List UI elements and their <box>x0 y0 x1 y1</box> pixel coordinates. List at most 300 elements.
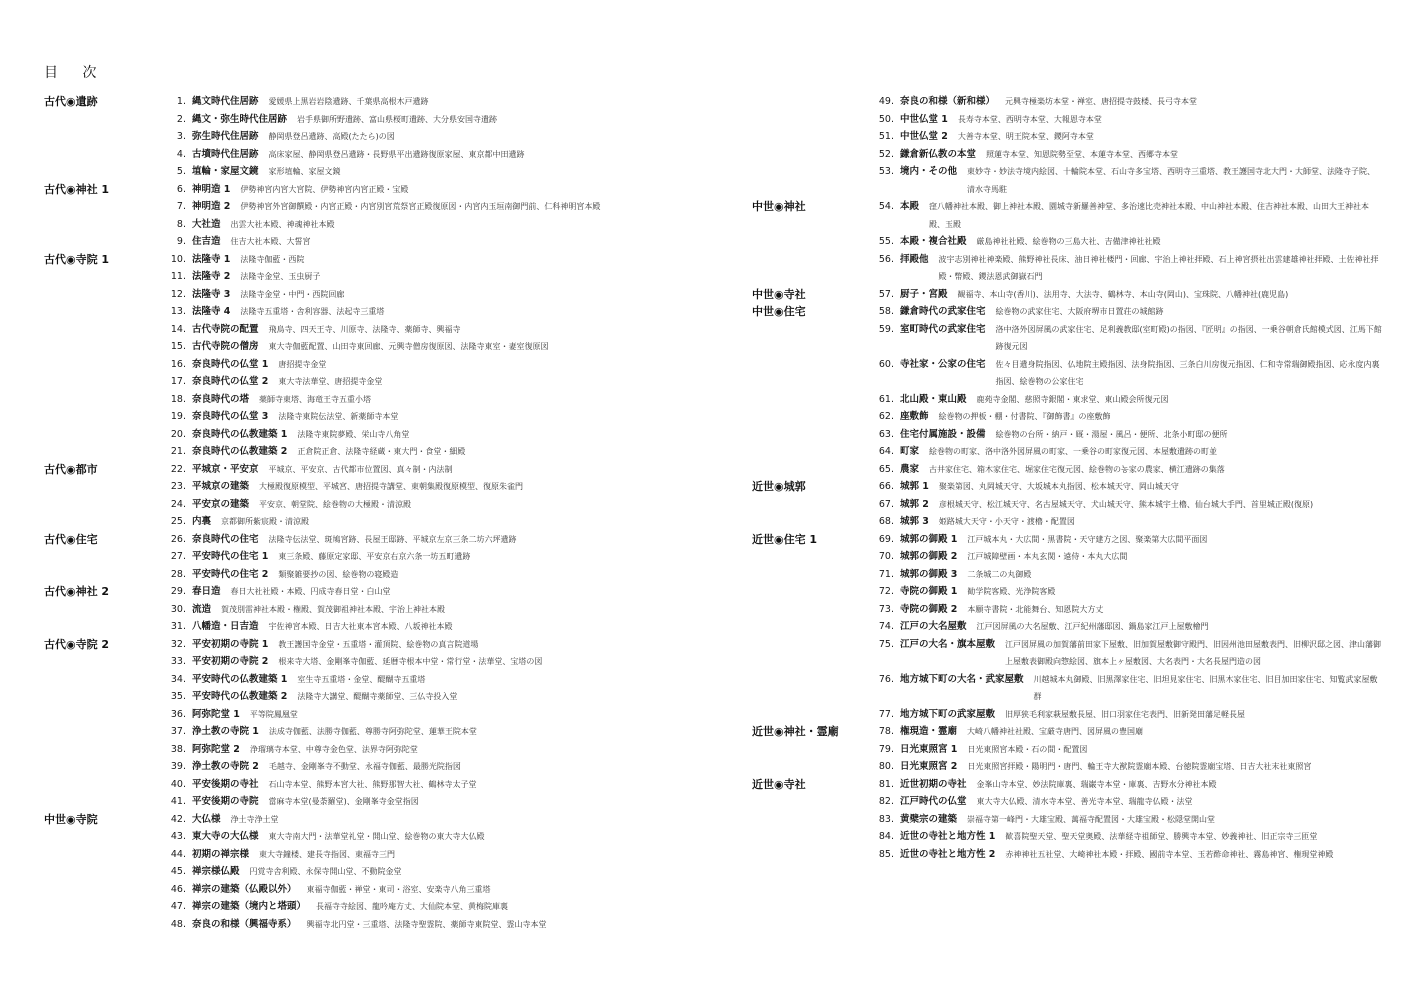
entry-title: 古代寺院の僧房 <box>192 341 259 352</box>
toc-entry <box>44 303 684 321</box>
entry-title: 平安初期の寺院 1 <box>192 638 269 650</box>
entry-description: 窪八幡神社本殿、御上神社本殿、園城寺新羅善神堂、多治速比売神社本殿、中山神社本殿、住吉神社本殿、山田大王神社本殿、玉殿 <box>929 202 1370 229</box>
section-heading: 中世◉住宅 <box>752 305 806 318</box>
entry-title: 初期の禅宗様 <box>192 848 250 860</box>
entry-title: 城郭 1 <box>900 481 929 492</box>
entry-number: 14. <box>170 323 186 335</box>
entry-description: 江戸城本丸・大広間・黒書院・天守建方之図、聚楽第大広間平面図 <box>967 534 1208 544</box>
entry-description: 住吉大社本殿、大誓宮 <box>230 237 311 246</box>
entry-number: 71. <box>878 568 894 580</box>
toc-entry <box>44 233 684 251</box>
entry-description: 絵巻物の町家、洛中洛外図屏風の町家、一乗谷の町家復元図、本屋敷遺跡の町並 <box>929 447 1218 456</box>
section-heading: 古代◉神社 2 <box>44 585 110 598</box>
entry-description: 唐招提寺金堂 <box>278 359 327 369</box>
entry-description: 東妙寺・妙法寺境内絵図、十輪院本堂、石山寺多宝塔、西明寺三重塔、教王護国寺北大門・大師堂、法隆寺子院、清水寺馬駐 <box>967 167 1376 194</box>
entry-description: 大極殿復原模型、平城宮、唐招提寺講堂、東朝集殿復原模型、復原朱雀門 <box>259 482 524 491</box>
entry-title: 江戸時代の仏堂 <box>900 796 967 807</box>
toc-entry <box>44 93 684 111</box>
toc-entry <box>44 146 684 164</box>
entry-title: 住吉造 <box>192 236 221 247</box>
toc-entry <box>752 356 1382 391</box>
toc-entry <box>44 251 684 269</box>
entry-description: 大善寺本堂、明王院本堂、鑁阿寺本堂 <box>957 132 1094 141</box>
entry-number: 31. <box>170 621 186 632</box>
toc-entry <box>44 636 684 654</box>
toc-entry <box>752 548 1382 566</box>
entry-title: 城郭の御殿 3 <box>900 568 958 580</box>
entry-title: 拝殿他 <box>900 253 929 265</box>
entry-number: 39. <box>170 761 186 772</box>
toc-entry <box>752 478 1382 496</box>
entry-description: 當麻寺本堂(曼荼羅堂)、金剛峯寺金堂指図 <box>268 797 419 806</box>
entry-title: 法隆寺 1 <box>192 253 231 265</box>
toc-entry <box>44 478 684 496</box>
section-heading: 中世◉寺院 <box>44 812 98 826</box>
entry-title: 阿弥陀堂 1 <box>192 708 240 720</box>
entry-description: 平等院鳳凰堂 <box>249 709 298 719</box>
entry-description: 東大寺大仏殿、清水寺本堂、善光寺本堂、瑞龍寺仏殿・法堂 <box>976 797 1193 806</box>
entry-number: 84. <box>878 831 894 842</box>
entry-number: 65. <box>878 463 894 475</box>
entry-description: 静岡県登呂遺跡、高殿(たたら)の図 <box>268 132 395 141</box>
entry-number: 42. <box>170 813 186 825</box>
entry-number: 8. <box>176 218 186 230</box>
toc-entry <box>752 583 1382 601</box>
entry-title: 禅宗様仏殿 <box>192 866 240 877</box>
entry-description: 長寿寺本堂、西明寺本堂、大報恩寺本堂 <box>957 114 1102 124</box>
entry-description: 法隆寺東院夢殿、栄山寺八角堂 <box>297 429 410 439</box>
toc-entry <box>752 303 1382 321</box>
entry-description: 観福寺、本山寺(香川)、法用寺、大法寺、鶴林寺、本山寺(岡山)、宝珠院、八幡神社(鹿児島) <box>957 289 1289 299</box>
entry-title: 厨子・宮殿 <box>900 288 948 300</box>
entry-number: 75. <box>878 638 894 650</box>
entry-number: 63. <box>878 428 894 440</box>
entry-title: 奈良の和様（新和様） <box>900 96 996 107</box>
toc-entry <box>752 286 1382 304</box>
entry-description: 洛中洛外図屏風の武家住宅、足利義教邸(室町殿)の指図、『匠明』の指図、一乗谷朝倉氏館模式図、江馬下館跡復元図 <box>995 324 1382 351</box>
entry-title: 流造 <box>192 603 212 615</box>
toc-entry <box>44 881 684 899</box>
entry-title: 奈良時代の仏堂 2 <box>192 376 269 387</box>
entry-number: 11. <box>170 271 186 282</box>
toc-entry <box>752 776 1382 794</box>
toc-entry <box>44 391 684 409</box>
entry-number: 48. <box>170 918 186 930</box>
entry-description: 正倉院正倉、法隆寺経蔵・東大門・食堂・細殿 <box>297 447 466 456</box>
entry-title: 神明造 1 <box>192 183 231 195</box>
entry-number: 82. <box>878 796 894 807</box>
section-heading: 近世◉寺社 <box>752 777 806 791</box>
entry-title: 室町時代の武家住宅 <box>900 323 986 335</box>
entry-title: 本殿 <box>900 201 920 212</box>
entry-description: 東大寺法華堂、唐招提寺金堂 <box>278 377 383 386</box>
entry-title: 日光東照宮 2 <box>900 761 958 772</box>
entry-description: 絵巻物の台所・納戸・厩・湯屋・風呂・便所、北条小町邸の便所 <box>995 429 1228 439</box>
entry-description: 法成寺伽藍、法勝寺伽藍、尊勝寺阿弥陀堂、蓮華王院本堂 <box>268 727 477 736</box>
toc-entry <box>752 93 1382 111</box>
entry-number: 28. <box>170 568 186 580</box>
entry-number: 15. <box>170 341 186 352</box>
entry-number: 59. <box>878 323 894 335</box>
entry-number: 32. <box>170 638 186 650</box>
entry-description: 法隆寺金堂・中門・西院回廊 <box>240 289 345 299</box>
toc-entry <box>44 828 684 846</box>
entry-title: 奈良時代の仏堂 3 <box>192 411 269 422</box>
entry-title: 座敷飾 <box>900 411 929 422</box>
toc-entry <box>44 793 684 811</box>
entry-title: 近世初期の寺社 <box>900 778 967 790</box>
entry-description: 京都御所紫宸殿・清涼殿 <box>221 517 310 526</box>
entry-number: 12. <box>170 288 186 300</box>
entry-number: 2. <box>176 113 186 125</box>
section-heading: 古代◉神社 1 <box>44 182 110 196</box>
entry-number: 1. <box>176 96 186 107</box>
toc-entry <box>44 268 684 286</box>
toc-entry <box>44 846 684 864</box>
toc-entry <box>752 758 1382 776</box>
toc-entry <box>44 513 684 531</box>
entry-number: 47. <box>170 901 186 912</box>
entry-title: 城郭の御殿 1 <box>900 533 958 545</box>
entry-title: 境内・その他 <box>900 166 958 177</box>
entry-number: 9. <box>176 236 186 247</box>
entry-description: 飛鳥寺、四天王寺、川原寺、法隆寺、薬師寺、興福寺 <box>268 324 461 334</box>
entry-number: 21. <box>170 446 186 457</box>
entry-description: 聚楽第図、丸岡城天守、大坂城本丸指図、松本城天守、岡山城天守 <box>938 482 1179 491</box>
entry-description: 彦根城天守、松江城天守、名古屋城天守、犬山城天守、熊本城宇土櫓、仙台城大手門、首里城正殿(復原) <box>938 499 1314 509</box>
entry-number: 69. <box>878 533 894 545</box>
entry-number: 61. <box>878 393 894 405</box>
toc-entry <box>752 671 1382 706</box>
toc-entry <box>752 461 1382 479</box>
entry-description: 赤神神社五社堂、大崎神社本殿・拝殿、國前寺本堂、玉若酢命神社、霧島神宮、権現堂神殿 <box>1005 849 1334 859</box>
entry-title: 町家 <box>900 446 920 457</box>
toc-entry <box>752 443 1382 461</box>
entry-title: 江戸の大名屋敷 <box>900 621 967 632</box>
entry-title: 平安後期の寺社 <box>192 778 259 790</box>
entry-title: 浄土教の寺院 1 <box>192 726 259 737</box>
entry-title: 大仏様 <box>192 813 221 825</box>
entry-title: 農家 <box>900 463 920 475</box>
entry-description: 東大寺南大門・法華堂礼堂・開山堂、絵巻物の東大寺大仏殿 <box>268 832 485 841</box>
toc-entry <box>44 198 684 216</box>
entry-description: 照蓮寺本堂、知恩院勢至堂、本蓮寺本堂、西郷寺本堂 <box>986 149 1179 159</box>
entry-number: 7. <box>176 201 186 212</box>
section-heading: 近世◉城郭 <box>752 480 806 493</box>
toc-entry <box>44 898 684 916</box>
toc-entry <box>44 916 684 934</box>
entry-number: 66. <box>878 481 894 492</box>
toc-entry <box>752 706 1382 724</box>
entry-description: 勧学院客殿、光浄院客殿 <box>967 587 1056 596</box>
entry-title: 寺院の御殿 1 <box>900 586 958 597</box>
entry-number: 18. <box>170 393 186 405</box>
entry-number: 51. <box>878 131 894 142</box>
entry-title: 権現造・霊廟 <box>900 726 958 737</box>
entry-description: 伊勢神宮内宮大宮院、伊勢神宮内宮正殿・宝殿 <box>240 184 409 194</box>
entry-number: 20. <box>170 428 186 440</box>
entry-number: 35. <box>170 691 186 702</box>
toc-entry <box>752 233 1382 251</box>
toc-entry <box>44 356 684 374</box>
entry-number: 52. <box>878 148 894 160</box>
entry-number: 29. <box>170 586 186 597</box>
entry-title: 日光東照宮 1 <box>900 743 958 755</box>
entry-description: 浄土寺浄土堂 <box>230 814 279 824</box>
entry-title: 法隆寺 3 <box>192 288 231 300</box>
entry-description: 二条城二の丸御殿 <box>967 569 1032 579</box>
toc-entry <box>44 531 684 549</box>
toc-entry <box>752 566 1382 584</box>
entry-number: 83. <box>878 813 894 825</box>
entry-description: 伊勢神宮外宮御饌殿・内宮正殿・内宮別宮荒祭宮正殿復原図・内宮内玉垣南御門前、仁科神明宮本殿 <box>240 202 601 211</box>
entry-number: 67. <box>878 498 894 510</box>
entry-number: 64. <box>878 446 894 457</box>
entry-description: 薬師寺東塔、海竜王寺五重小塔 <box>259 394 372 404</box>
toc-entry <box>752 426 1382 444</box>
toc-entry <box>44 671 684 689</box>
entry-title: 奈良時代の仏堂 1 <box>192 358 269 370</box>
entry-number: 33. <box>170 656 186 667</box>
toc-entry <box>44 688 684 706</box>
entry-number: 77. <box>878 708 894 720</box>
toc-entry <box>752 513 1382 531</box>
section-heading: 近世◉神社・霊廟 <box>752 725 839 738</box>
entry-description: 日光東照宮本殿・石の間・配置図 <box>967 744 1088 754</box>
entry-title: 城郭 2 <box>900 498 929 510</box>
entry-number: 57. <box>878 288 894 300</box>
toc-entry <box>752 618 1382 636</box>
entry-description: 根来寺大塔、金剛峯寺伽藍、延暦寺根本中堂・常行堂・法華堂、宝塔の図 <box>278 657 543 666</box>
entry-title: 埴輪・家屋文鏡 <box>192 166 259 177</box>
entry-number: 36. <box>170 708 186 720</box>
entry-description: 江戸図屏風の大名屋敷、江戸紀州藩邸図、鍋島家江戸上屋敷檜門 <box>976 622 1209 631</box>
toc-entry <box>44 583 684 601</box>
entry-title: 奈良時代の塔 <box>192 393 250 405</box>
entry-title: 奈良時代の仏教建築 2 <box>192 446 288 457</box>
entry-number: 62. <box>878 411 894 422</box>
toc-entry <box>752 811 1382 829</box>
entry-number: 80. <box>878 761 894 772</box>
entry-number: 74. <box>878 621 894 632</box>
entry-title: 弥生時代住居跡 <box>192 131 259 142</box>
toc-entry <box>44 163 684 181</box>
toc-entry <box>752 828 1382 846</box>
entry-title: 平安時代の住宅 2 <box>192 568 269 580</box>
entry-title: 近世の寺社と地方性 1 <box>900 831 996 842</box>
toc-entry <box>44 863 684 881</box>
entry-number: 81. <box>878 778 894 790</box>
entry-title: 法隆寺 2 <box>192 271 231 282</box>
entry-description: 宇佐神宮本殿、日吉大社東本宮本殿、八坂神社本殿 <box>268 622 453 631</box>
entry-description: 絵巻物の押板・棚・付書院、『御飾書』の座敷飾 <box>938 412 1111 421</box>
entry-title: 縄文時代住居跡 <box>192 96 259 107</box>
entry-number: 22. <box>170 463 186 475</box>
entry-number: 17. <box>170 376 186 387</box>
toc-entry <box>752 391 1382 409</box>
entry-number: 76. <box>878 673 894 685</box>
entry-description: 東大寺伽藍配置、山田寺東回廊、元興寺僧房復原図、法隆寺東室・妻室復原図 <box>268 342 549 351</box>
entry-title: 縄文・弥生時代住居跡 <box>192 113 288 125</box>
toc-entry <box>752 741 1382 759</box>
toc-entry <box>44 181 684 199</box>
entry-title: 寺院の御殿 2 <box>900 603 958 615</box>
entry-number: 70. <box>878 551 894 562</box>
entry-number: 68. <box>878 516 894 527</box>
toc-entry <box>752 128 1382 146</box>
entry-number: 37. <box>170 726 186 737</box>
entry-title: 鎌倉新仏教の本堂 <box>900 148 977 160</box>
toc-entry <box>752 846 1382 864</box>
entry-number: 54. <box>878 201 894 212</box>
section-heading: 古代◉都市 <box>44 462 98 476</box>
entry-title: 城郭の御殿 2 <box>900 551 958 562</box>
toc-entry <box>44 321 684 339</box>
entry-description: 崇福寺第一峰門・大雄宝殿、萬福寺配置図・大雄宝殿・松隠堂開山堂 <box>967 814 1216 824</box>
entry-title: 城郭 3 <box>900 516 929 527</box>
entry-title: 阿弥陀堂 2 <box>192 743 240 755</box>
entry-title: 奈良時代の住宅 <box>192 533 259 545</box>
entry-number: 5. <box>176 166 186 177</box>
entry-title: 神明造 2 <box>192 201 231 212</box>
entry-title: 中世仏堂 1 <box>900 113 948 125</box>
entry-title: 古墳時代住居跡 <box>192 148 259 160</box>
entry-number: 50. <box>878 113 894 125</box>
entry-number: 27. <box>170 551 186 562</box>
entry-title: 本殿・複合社殿 <box>900 236 967 247</box>
entry-description: 法隆寺五重塔・舎利容器、法起寺三重塔 <box>240 307 385 316</box>
toc-entry <box>752 251 1382 286</box>
entry-title: 春日造 <box>192 586 221 597</box>
toc-entry <box>44 566 684 584</box>
entry-title: 地方城下町の武家屋敷 <box>900 708 996 720</box>
entry-description: 毛越寺、金剛峯寺不動堂、永福寺伽藍、最勝光院指図 <box>268 762 461 771</box>
toc-entry <box>752 146 1382 164</box>
toc-entry <box>44 216 684 234</box>
entry-number: 4. <box>176 148 186 160</box>
entry-description: 春日大社社殿・本殿、円成寺春日堂・白山堂 <box>230 587 391 596</box>
entry-number: 23. <box>170 481 186 492</box>
entry-title: 平安時代の仏教建築 2 <box>192 691 288 702</box>
entry-description: 法隆寺大講堂、醍醐寺薬師堂、三仏寺投入堂 <box>297 692 458 701</box>
entry-title: 住宅付属施設・設備 <box>900 428 986 440</box>
section-heading: 中世◉寺社 <box>752 287 806 301</box>
toc-entry <box>44 548 684 566</box>
toc-entry <box>752 111 1382 129</box>
entry-description: 法隆寺東院伝法堂、新薬師寺本堂 <box>278 412 399 421</box>
entry-description: 鹿苑寺金閣、慈照寺銀閣・東求堂、東山殿会所復元図 <box>976 394 1169 404</box>
entry-title: 中世仏堂 2 <box>900 131 948 142</box>
entry-number: 45. <box>170 866 186 877</box>
toc-entry <box>44 443 684 461</box>
entry-description: 絵巻物の武家住宅、大阪府堺市日置荘の城館跡 <box>995 307 1164 316</box>
entry-description: 川越城本丸御殿、旧黒澤家住宅、旧坦見家住宅、旧黒木家住宅、旧目加田家住宅、知覧武家屋敷群 <box>1033 674 1378 701</box>
section-heading: 古代◉寺院 1 <box>44 252 110 266</box>
entry-title: 奈良の和様（興福寺系） <box>192 918 297 930</box>
entry-description: 石山寺本堂、熊野本宮大社、熊野那智大社、鶴林寺太子堂 <box>268 779 477 789</box>
entry-description: 平城京、平安京、古代都市位置図、真々制・内法制 <box>268 464 453 474</box>
toc-entry <box>44 373 684 391</box>
entry-title: 東大寺の大仏様 <box>192 831 259 842</box>
toc-entry <box>44 338 684 356</box>
section-heading: 近世◉住宅 1 <box>752 532 818 546</box>
entry-title: 法隆寺 4 <box>192 306 231 317</box>
entry-title: 浄土教の寺院 2 <box>192 761 259 772</box>
entry-number: 30. <box>170 603 186 615</box>
toc-entry <box>752 198 1382 233</box>
entry-description: 金峯山寺本堂、妙法院庫裏、瑞巌寺本堂・庫裏、吉野水分神社本殿 <box>976 779 1217 789</box>
entry-number: 44. <box>170 848 186 860</box>
toc-entry <box>44 601 684 619</box>
section-heading: 中世◉神社 <box>752 200 806 213</box>
entry-number: 3. <box>176 131 186 142</box>
entry-number: 49. <box>878 96 894 107</box>
entry-number: 38. <box>170 743 186 755</box>
entry-title: 内裏 <box>192 516 212 527</box>
entry-number: 46. <box>170 883 186 895</box>
entry-title: 江戸の大名・旗本屋敷 <box>900 638 996 650</box>
entry-description: 興福寺北円堂・三重塔、法隆寺聖霊院、薬師寺東院堂、霊山寺本堂 <box>306 919 547 929</box>
entry-description: 室生寺五重塔・金堂、醍醐寺五重塔 <box>297 674 426 684</box>
entry-description: 古井家住宅、箱木家住宅、堀家住宅復元図、絵巻物の농家の農家、横江遺跡の集落 <box>929 464 1225 474</box>
entry-description: 法隆寺金堂、玉虫厨子 <box>240 272 321 281</box>
entry-description: 出雲大社本殿、神魂神社本殿 <box>230 219 335 229</box>
entry-number: 19. <box>170 411 186 422</box>
toc-entry <box>44 723 684 741</box>
entry-description: 家形埴輪、家屋文鏡 <box>268 167 341 176</box>
entry-number: 13. <box>170 306 186 317</box>
entry-description: 大崎八幡神社社殿、宝厳寺唐門、図屏風の豊国廟 <box>967 727 1144 736</box>
entry-description: 歓喜院聖天堂、聖天堂奥殿、法華経寺祖師堂、勝興寺本堂、妙義神社、旧正宗寺三匝堂 <box>1005 832 1318 841</box>
entry-number: 6. <box>176 183 186 195</box>
entry-description: 本願寺書院・北能舞台、知恩院大方丈 <box>967 604 1104 614</box>
entry-description: 江戸城障壁画・本丸玄関・遠侍・本丸大広間 <box>967 552 1128 561</box>
entry-description: 愛媛県上黒岩岩陰遺跡、千葉県高根木戸遺跡 <box>268 97 429 106</box>
entry-number: 24. <box>170 498 186 510</box>
section-heading: 古代◉住宅 <box>44 532 98 546</box>
entry-number: 26. <box>170 533 186 545</box>
entry-description: 平安京、朝堂院、絵巻物の大極殿・清涼殿 <box>259 499 412 509</box>
entry-description: 厳島神社社殿、絵巻物の三島大社、吉備津神社社殿 <box>976 237 1161 246</box>
entry-description: 東福寺伽藍・禅堂・東司・浴室、安楽寺八角三重塔 <box>306 884 491 894</box>
toc-entry <box>44 811 684 829</box>
toc-entry <box>44 741 684 759</box>
entry-number: 73. <box>878 603 894 615</box>
entry-title: 近世の寺社と地方性 2 <box>900 848 996 860</box>
entry-number: 43. <box>170 831 186 842</box>
entry-description: 円覚寺舎利殿、永保寺開山堂、不動院金堂 <box>249 867 402 876</box>
entry-description: 賀茂別雷神社本殿・権殿、賀茂御祖神社本殿、宇治上神社本殿 <box>221 604 446 614</box>
entry-title: 地方城下町の大名・武家屋敷 <box>900 673 1024 685</box>
toc-left-column <box>44 93 684 933</box>
entry-number: 56. <box>878 253 894 265</box>
entry-title: 平城京・平安京 <box>192 463 259 475</box>
entry-description: 法隆寺伽藍・西院 <box>240 254 305 264</box>
entry-title: 黄檗宗の建築 <box>900 813 958 825</box>
entry-number: 78. <box>878 726 894 737</box>
toc-entry <box>44 758 684 776</box>
toc-right-column <box>752 93 1382 863</box>
toc-entry <box>752 601 1382 619</box>
entry-title: 平安時代の仏教建築 1 <box>192 673 288 685</box>
entry-description: 元興寺極楽坊本堂・禅室、唐招提寺鼓楼、長弓寺本堂 <box>1005 97 1198 106</box>
entry-title: 寺社家・公家の住宅 <box>900 358 986 370</box>
entry-description: 東大寺鐘楼、建長寺指図、東福寺三門 <box>259 849 396 859</box>
toc-entry <box>44 776 684 794</box>
section-heading: 古代◉寺院 2 <box>44 637 110 651</box>
entry-description: 日光東照宮拝殿・陽明門・唐門、輪王寺大猷院霊廟本殿、台徳院霊廟宝塔、日吉大社末社東照宮 <box>967 762 1312 771</box>
toc-entry <box>44 461 684 479</box>
